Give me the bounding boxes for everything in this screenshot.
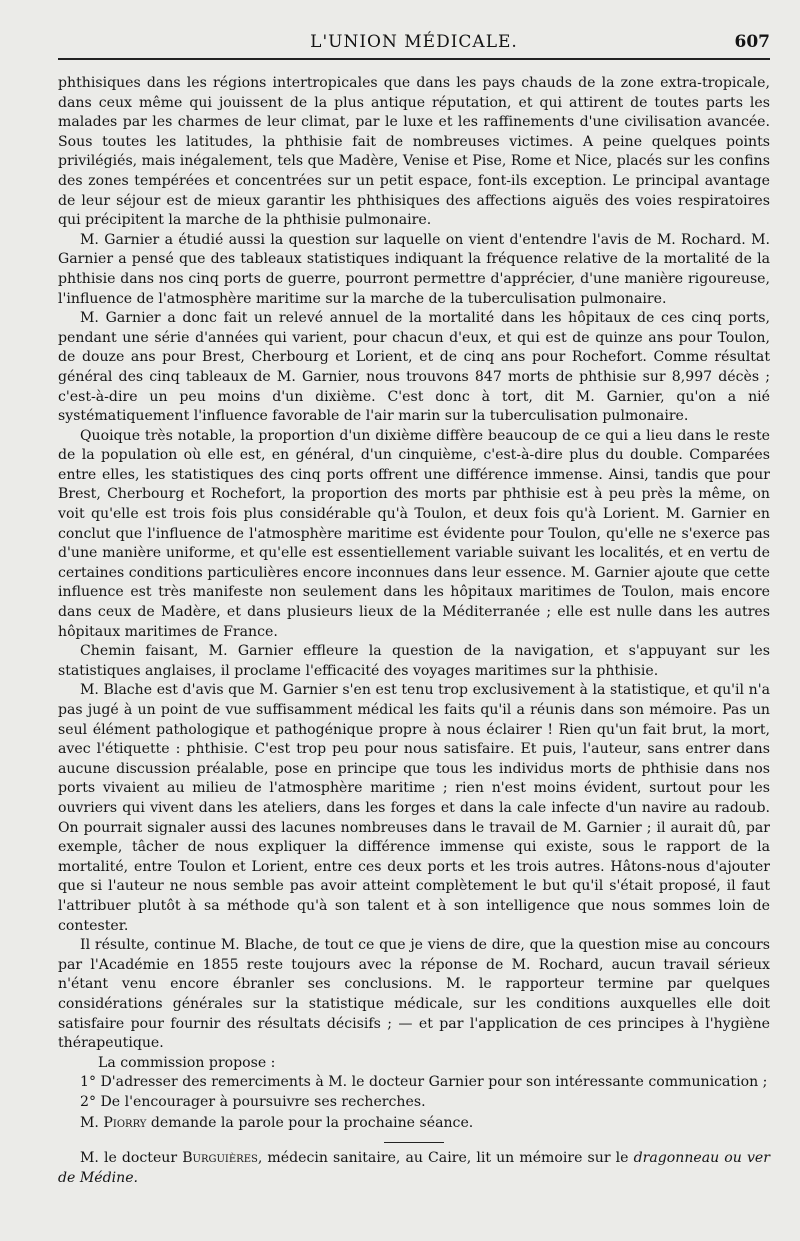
commission-intro: La commission propose : bbox=[98, 1054, 276, 1071]
paragraph: M. Garnier a donc fait un relevé annuel de la mortalité dans les hôpitaux de ces cinq ports, pendant une série d'années qui varient, pour chacun d'eux, et qui est de quinze ans pour Toulon, de douze ans pour Brest, Cherbourg et Lorient, et de cinq ans pour Rochefort. Comme résultat général des cinq tableaux de M. Garnier, nous trouvons 847 morts de phthisie sur 8,997 décès ; c'est-à-dire un peu moins d'un dixième. C'est donc à tort, dit M. Garnier, qu'on a nié systématiquement l'influence favorable de l'air marin sur la tuberculisation pulmonaire. bbox=[58, 310, 770, 425]
paragraph: Il résulte, continue M. Blache, de tout ce que je viens de dire, que la question mise au concours par l'Académie en 1855 reste toujours avec la réponse de M. Rochard, aucun travail sérieux n'étant venu encore ébranler ses conclusions. M. le rapporteur termine par quelques considérations générales sur la statistique médicale, sur les conditions auxquelles elle doit satisfaire pour fournir des résultats décisifs ; — et par l'application de ces principes à l'hygiène thérapeutique. bbox=[58, 937, 770, 1052]
burguieres-title: dragonneau ou ver de Médine. bbox=[58, 1150, 770, 1186]
running-title: L'UNION MÉDICALE. bbox=[310, 32, 518, 52]
paragraph: phthisiques dans les régions intertropicales que dans les pays chauds de la zone extra-tropicale, dans ceux même qui jouissent de la plus antique réputation, et qui attirent de toutes parts les malades par les charmes de leur climat, par le luxe et les raffinements d'une civilisation avancée. Sous toutes les latitudes, la phthisie fait de nombreuses victimes. A peine quelques points privilégiés, mais inégalement, tels que Madère, Venise et Pise, Rome et Nice, placés sur les confins des zones tempérées et concentrées sur un petit espace, font-ils exception. Le principal avantage de leur séjour est de mieux garantir les phthisiques des affections aiguës des voies respiratoires qui précipitent la marche de la phthisie pulmonaire. bbox=[58, 75, 770, 229]
burguieres-name: Burguières bbox=[182, 1150, 258, 1167]
section-divider bbox=[384, 1142, 444, 1143]
piorry-name: Piorry bbox=[103, 1115, 147, 1132]
paragraph: M. Blache est d'avis que M. Garnier s'en est tenu trop exclusivement à la statistique, et qu'il n'a pas jugé à un point de vue suffisamment médical les faits qu'il a réunis dans son mémoire. Pas un seul élément pathologique et pathogénique propre à nous éclairer ! Rien qu'un fait brut, la mort, avec l'étiquette : phthisie. C'est trop peu pour nous satisfaire. Et puis, l'auteur, sans entrer dans aucune discussion préalable, pose en principe que tous les individus morts de phthisie dans nos ports vivaient au milieu de l'atmosphère maritime ; rien n'est moins évident, surtout pour les ouvriers qui vivent dans les ateliers, dans les forges et dans la cale infecte d'un navire au radoub. On pourrait signaler aussi des lacunes nombreuses dans le travail de M. Garnier ; il aurait dû, par exemple, tâcher de nous expliquer la différence immense qui existe, sous le rapport de la mortalité, entre Toulon et Lorient, entre ces deux ports et les trois autres. Hâtons-nous d'ajouter que si l'auteur ne nous semble pas avoir atteint complètement le but qu'il s'était proposé, il faut l'attribuer plutôt à sa méthode qu'à son talent et à son intelligence que nous sommes loin de contester. bbox=[58, 682, 770, 934]
commission-item-1: 1° D'adresser des remerciments à M. le docteur Garnier pour son intéressante communication ; bbox=[80, 1074, 768, 1091]
paragraph: Quoique très notable, la proportion d'un dixième diffère beaucoup de ce qui a lieu dans le reste de la population où elle est, en général, d'un cinquième, c'est-à-dire plus du double. Comparées entre elles, les statistiques des cinq ports offrent une différence immense. Ainsi, tandis que pour Brest, Cherbourg et Rochefort, la proportion des morts par phthisie est à peu près la même, on voit qu'elle est trois fois plus considérable qu'à Toulon, et deux fois qu'à Lorient. M. Garnier en conclut que l'influence de l'atmosphère maritime est évidente pour Toulon, qu'elle ne s'exerce pas d'une manière uniforme, et qu'elle est essentiellement variable suivant les localités, et en vertu de certaines conditions particulières encore inconnues dans leur essence. M. Garnier ajoute que cette influence est très manifeste non seulement dans les hôpitaux maritimes de Toulon, mais encore dans ceux de Madère, et dans plusieurs lieux de la Méditerranée ; elle est nulle dans les autres hôpitaux maritimes de France. bbox=[58, 427, 770, 640]
piorry-prefix: M. bbox=[80, 1115, 99, 1132]
page-number: 607 bbox=[734, 32, 770, 52]
burguieres-paragraph bbox=[58, 1149, 770, 1188]
paragraph: M. Garnier a étudié aussi la question sur laquelle on vient d'entendre l'avis de M. Rochard. M. Garnier a pensé que des tableaux statistiques indiquant la fréquence relative de la mortalité de la phthisie dans nos cinq ports de guerre, pourront permettre d'apprécier, d'une manière rigoureuse, l'influence de l'atmosphère maritime sur la marche de la tuberculisation pulmonaire. bbox=[58, 231, 770, 307]
burguieres-prefix: M. le docteur bbox=[80, 1150, 178, 1167]
piorry-paragraph bbox=[58, 1114, 770, 1134]
page-header bbox=[58, 28, 770, 60]
burguieres-rest: , médecin sanitaire, au Caire, lit un mémoire sur le bbox=[257, 1150, 629, 1167]
commission-item-2: 2° De l'encourager à poursuivre ses recherches. bbox=[80, 1093, 426, 1110]
piorry-rest: demande la parole pour la prochaine séance. bbox=[150, 1115, 474, 1132]
paragraph: Chemin faisant, M. Garnier effleure la question de la navigation, et s'appuyant sur les statistiques anglaises, il proclame l'efficacité des voyages maritimes sur la phthisie. bbox=[58, 643, 770, 679]
article-body bbox=[58, 74, 770, 1188]
